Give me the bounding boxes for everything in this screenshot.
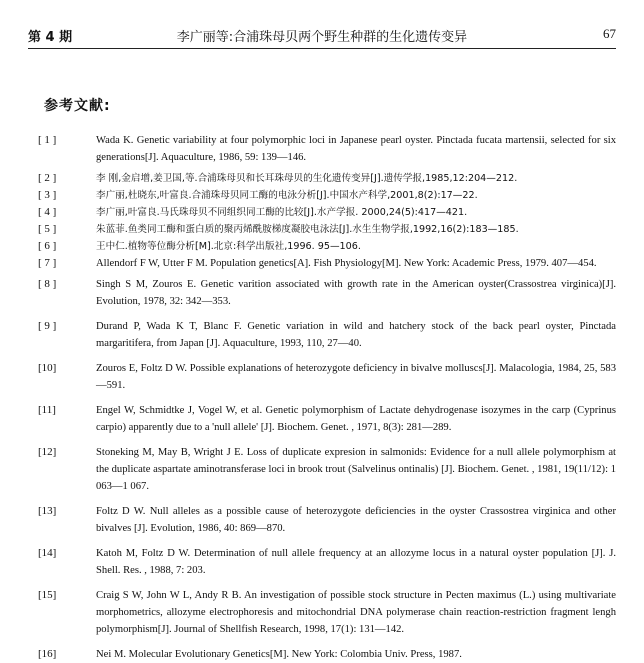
reference-item	[0, 444, 644, 495]
reference-number: [ 3 ]	[38, 189, 57, 201]
reference-list	[0, 132, 644, 663]
reference-text: Durand P, Wada K T, Blanc F. Genetic variation in wild and hatchery stock of the back pearl oyster, Pinctada margaritifera, from Japan [J]. Aquaculture, 1993, 110, 27—40.	[96, 321, 616, 349]
running-title: 李广丽等:合浦珠母贝两个野生种群的生化遗传变异	[176, 30, 468, 45]
reference-text: Foltz D W. Null alleles as a possible cause of heterozygote deficiencies in the oyster Crassostrea virginica and other bivalves [J]. Evolution, 1986, 40: 869—870.	[96, 506, 616, 534]
reference-item	[0, 204, 644, 221]
reference-item	[0, 503, 644, 537]
running-head	[28, 18, 616, 49]
reference-item	[0, 132, 644, 166]
reference-item	[0, 646, 644, 663]
reference-text: 李广丽,叶富良.马氏珠母贝不同组织同工酶的比较[J].水产学报. 2000,24(5):417—421.	[96, 207, 468, 218]
reference-item	[0, 255, 644, 272]
reference-number: [ 7 ]	[38, 257, 57, 269]
reference-text: Engel W, Schmidtke J, Vogel W, et al. Genetic polymorphism of Lactate dehydrogenase isozymes in the carp (Cyprinus carpio) apparently due to a 'null allele' [J]. Biochem. Genet. , 1971, 8(3): 281—289.	[96, 405, 616, 433]
reference-number: [ 1 ]	[38, 134, 57, 146]
page-number: 67	[603, 26, 616, 41]
reference-item	[0, 276, 644, 310]
reference-text: Allendorf F W, Utter F M. Population genetics[A]. Fish Physiology[M]. New York: Academic Press, 1979. 407—454.	[96, 258, 597, 269]
reference-item	[0, 170, 644, 187]
reference-text: 李 刚,金启增,姜卫国,等.合浦珠母贝和长耳珠母贝的生化遗传变异[J].遗传学报,1985,12:204—212.	[96, 173, 518, 184]
reference-number: [ 4 ]	[38, 206, 57, 218]
reference-number: [ 9 ]	[38, 320, 57, 332]
reference-number: [13]	[38, 505, 57, 517]
reference-number: [ 2 ]	[38, 172, 57, 184]
reference-number: [ 6 ]	[38, 240, 57, 252]
reference-number: [15]	[38, 589, 57, 601]
section-title: 参考文献:	[44, 98, 111, 114]
reference-text: 朱蓝菲.鱼类同工酶和蛋白质的聚丙烯酰胺梯度凝胶电泳法[J].水生生物学报,1992,16(2):183—185.	[96, 224, 519, 235]
reference-text: 王中仁.植物等位酶分析[M].北京:科学出版社,1996. 95—106.	[96, 241, 361, 252]
reference-text: Singh S M, Zouros E. Genetic varition associated with growth rate in the American oyster(Crassostrea virginica)[J]. Evolution, 1978, 32: 342—353.	[96, 279, 616, 307]
reference-text: Craig S W, John W L, Andy R B. An investigation of possible stock structure in Pecten maximus (L.) using multivariate morphometrics, allozyme electrophoresis and mitochondrial DNA polymerase chain reaction-restriction fragment lengh polymorphism[J]. Journal of Shellfish Research, 1998, 17(1): 131—142.	[96, 590, 616, 635]
reference-number: [ 5 ]	[38, 223, 57, 235]
reference-item	[0, 545, 644, 579]
reference-item	[0, 187, 644, 204]
reference-text: Wada K. Genetic variability at four polymorphic loci in Japanese pearl oyster. Pinctada fucata martensii, selected for six generations[J]. Aquaculture, 1986, 59: 139—146.	[96, 135, 616, 163]
reference-number: [ 8 ]	[38, 278, 57, 290]
reference-text: Stoneking M, May B, Wright J E. Loss of duplicate expresion in salmonids: Evidence for a null allele polymorphism at the duplicate aspartate aminotransferase loci in brook trout (Salvelinus ontinalis) [J]. Biochem. Genet. , 1981, 19(11/12): 1 063—1 067.	[96, 447, 616, 492]
reference-text: Nei M. Molecular Evolutionary Genetics[M]. New York: Colombia Univ. Press, 1987.	[96, 649, 462, 660]
reference-item	[0, 402, 644, 436]
issue-label: 第 4 期	[28, 30, 73, 45]
reference-number: [11]	[38, 404, 56, 416]
reference-number: [10]	[38, 362, 57, 374]
reference-item	[0, 587, 644, 638]
reference-number: [16]	[38, 648, 57, 660]
reference-item	[0, 360, 644, 394]
reference-item	[0, 318, 644, 352]
reference-text: Zouros E, Foltz D W. Possible explanations of heterozygote deficiency in bivalve molluscs[J]. Malacologia, 1984, 25, 583—591.	[96, 363, 616, 391]
reference-text: Katoh M, Foltz D W. Determination of null allele frequency at an allozyme locus in a natural oyster population [J]. J. Shell. Res. , 1988, 7: 203.	[96, 548, 616, 576]
reference-item	[0, 238, 644, 255]
reference-text: 李广丽,杜晓东,叶富良.合浦珠母贝同工酶的电泳分析[J].中国水产科学,2001,8(2):17—22.	[96, 190, 478, 201]
reference-number: [12]	[38, 446, 57, 458]
reference-item	[0, 221, 644, 238]
reference-number: [14]	[38, 547, 57, 559]
